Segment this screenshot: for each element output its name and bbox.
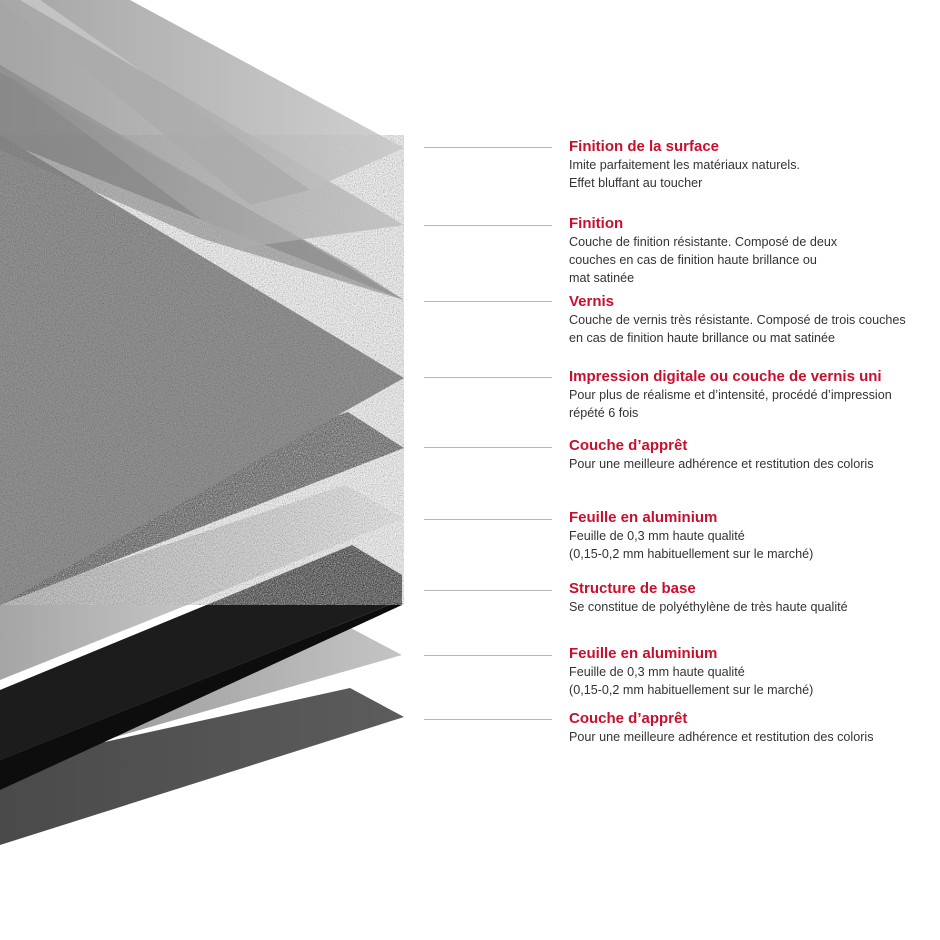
label-digital-print bbox=[569, 368, 934, 422]
label-primer-top bbox=[569, 437, 934, 473]
label-finish bbox=[569, 215, 934, 287]
label-description: Feuille de 0,3 mm haute qualité (0,15-0,2 mm habituellement sur le marché) bbox=[569, 665, 814, 697]
label-title: Structure de base bbox=[569, 580, 696, 597]
leader-line-aluminium-bottom bbox=[424, 655, 552, 656]
label-title: Impression digitale ou couche de vernis uni bbox=[569, 368, 882, 385]
label-primer-bottom bbox=[569, 710, 934, 746]
label-surface-finish bbox=[569, 138, 934, 192]
leader-line-finish bbox=[424, 225, 552, 226]
leader-line-surface-finish bbox=[424, 147, 552, 148]
label-title: Feuille en aluminium bbox=[569, 645, 718, 662]
label-description: Pour une meilleure adhérence et restitution des coloris bbox=[569, 457, 874, 471]
label-base-structure bbox=[569, 580, 934, 616]
label-description: Couche de finition résistante. Composé de deux couches en cas de finition haute brillance ou mat satinée bbox=[569, 235, 838, 285]
label-title: Vernis bbox=[569, 293, 615, 310]
leader-line-aluminium-top bbox=[424, 519, 552, 520]
leader-line-varnish bbox=[424, 301, 552, 302]
label-description: Feuille de 0,3 mm haute qualité (0,15-0,2 mm habituellement sur le marché) bbox=[569, 529, 814, 561]
leader-line-base-structure bbox=[424, 590, 552, 591]
leader-line-primer-bottom bbox=[424, 719, 552, 720]
leader-line-primer-top bbox=[424, 447, 552, 448]
label-aluminium-top bbox=[569, 509, 934, 563]
label-title: Finition de la surface bbox=[569, 138, 720, 155]
label-aluminium-bottom bbox=[569, 645, 934, 699]
label-title: Finition bbox=[569, 215, 624, 232]
label-varnish bbox=[569, 293, 934, 347]
label-description: Se constitue de polyéthylène de très haute qualité bbox=[569, 600, 848, 614]
label-title: Feuille en aluminium bbox=[569, 509, 718, 526]
label-description: Imite parfaitement les matériaux naturels. Effet bluffant au toucher bbox=[569, 158, 800, 190]
label-description: Pour plus de réalisme et d’intensité, procédé d’impression répété 6 fois bbox=[569, 388, 892, 420]
label-title: Couche d’apprêt bbox=[569, 710, 688, 727]
label-description: Couche de vernis très résistante. Composé de trois couches en cas de finition haute brillance ou mat satinée bbox=[569, 313, 906, 345]
label-title: Couche d’apprêt bbox=[569, 437, 688, 454]
leader-line-digital-print bbox=[424, 377, 552, 378]
label-description: Pour une meilleure adhérence et restitution des coloris bbox=[569, 730, 874, 744]
